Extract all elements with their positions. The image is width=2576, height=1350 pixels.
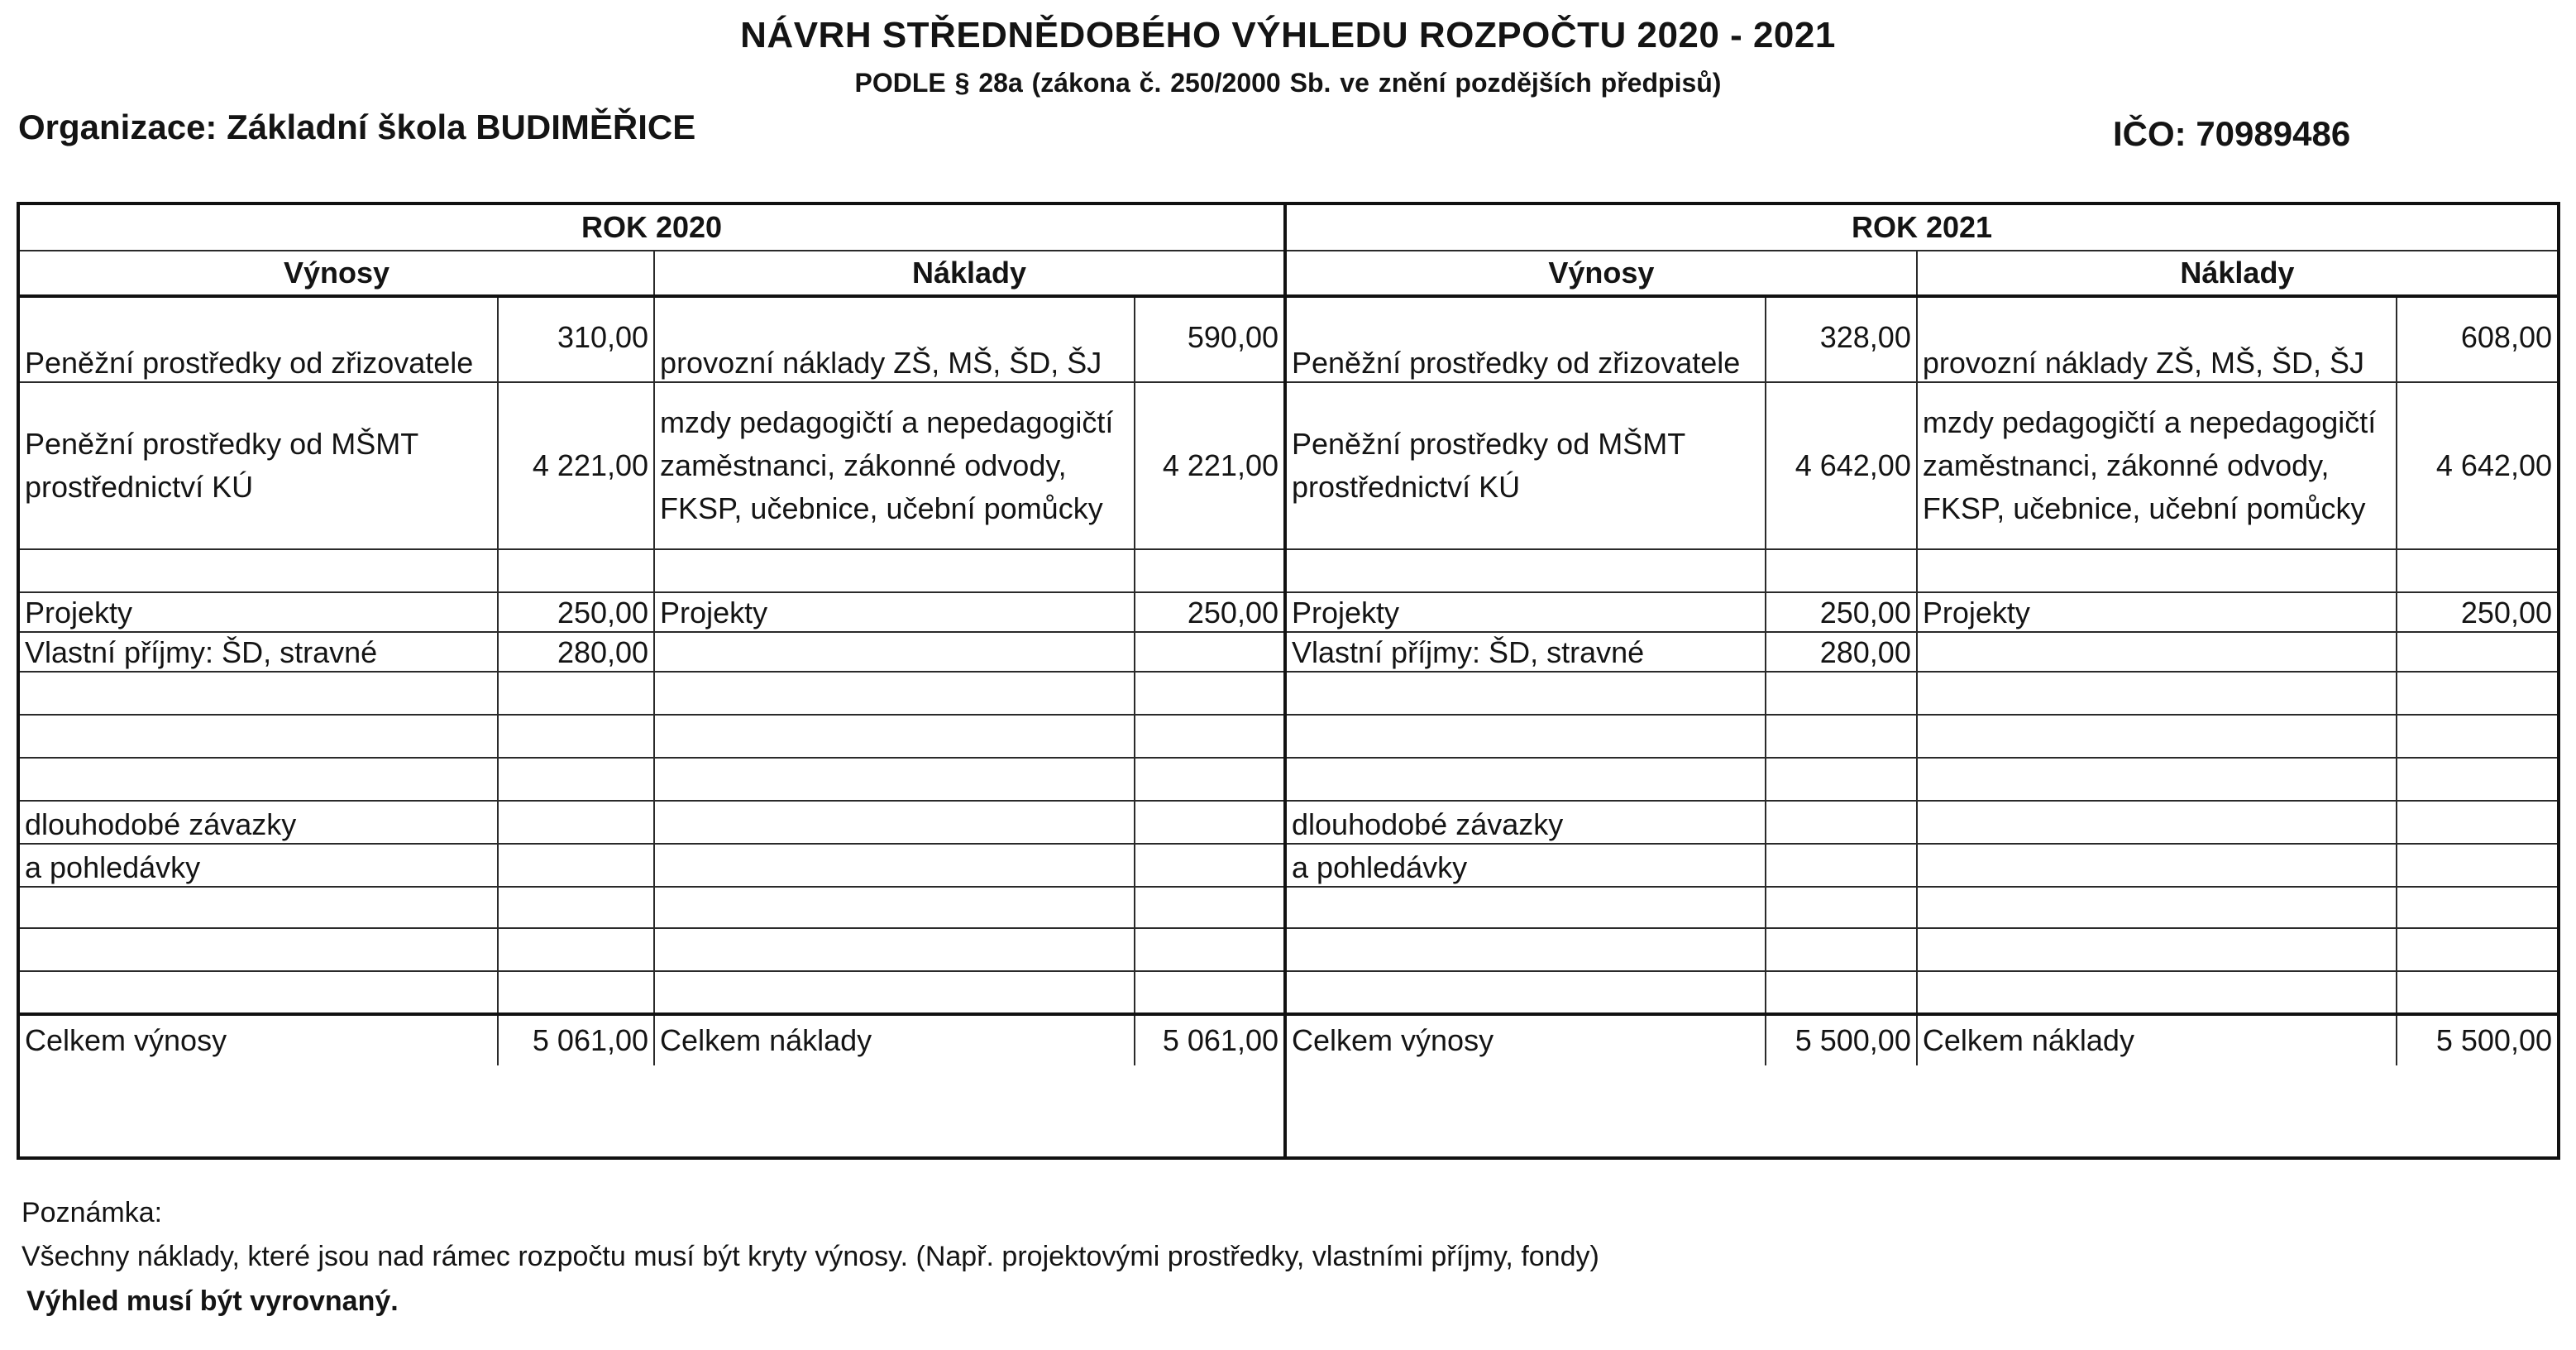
revenue-value	[1766, 971, 1917, 1014]
cost-header: Náklady	[1917, 251, 2557, 296]
cost-value	[1135, 549, 1283, 592]
table-row	[20, 672, 1283, 715]
cost-header: Náklady	[654, 251, 1283, 296]
cost-label: provozní náklady ZŠ, MŠ, ŠD, ŠJ	[1917, 296, 2397, 382]
table-row	[1287, 971, 2557, 1014]
document-title: NÁVRH STŘEDNĚDOBÉHO VÝHLEDU ROZPOČTU 2020 - 2021	[740, 15, 1836, 55]
revenue-label: Peněžní prostředky od zřizovatele	[1287, 296, 1766, 382]
cost-label	[1917, 632, 2397, 672]
revenue-value	[498, 715, 654, 758]
revenue-value: 250,00	[498, 592, 654, 632]
table-row	[1287, 715, 2557, 758]
cost-label	[654, 928, 1135, 971]
cost-value: 4 221,00	[1135, 382, 1283, 549]
revenue-label: dlouhodobé závazky	[20, 801, 498, 844]
revenue-value	[1766, 928, 1917, 971]
total-revenue-label: Celkem výnosy	[20, 1014, 498, 1065]
revenue-value	[1766, 549, 1917, 592]
revenue-label: a pohledávky	[20, 844, 498, 887]
revenue-label: dlouhodobé závazky	[1287, 801, 1766, 844]
revenue-value	[1766, 672, 1917, 715]
revenue-value	[1766, 844, 1917, 887]
cost-value	[1135, 928, 1283, 971]
cost-label	[1917, 672, 2397, 715]
cost-value	[1135, 844, 1283, 887]
cost-value	[2397, 549, 2557, 592]
cost-value	[2397, 801, 2557, 844]
cost-label	[1917, 844, 2397, 887]
table-row	[20, 758, 1283, 801]
cost-value: 250,00	[1135, 592, 1283, 632]
table-row	[1287, 887, 2557, 928]
revenue-label	[1287, 758, 1766, 801]
document-subtitle: PODLE § 28a (zákona č. 250/2000 Sb. ve znění pozdějších předpisů)	[854, 68, 1722, 98]
revenue-label	[20, 758, 498, 801]
revenue-label	[1287, 887, 1766, 928]
cost-label	[654, 758, 1135, 801]
table-row	[20, 296, 1283, 382]
cost-label	[654, 971, 1135, 1014]
cost-value	[1135, 801, 1283, 844]
year-header: ROK 2020	[20, 205, 1283, 251]
table-row	[20, 632, 1283, 672]
revenue-label	[20, 928, 498, 971]
revenue-label: Vlastní příjmy: ŠD, stravné	[1287, 632, 1766, 672]
revenue-value	[498, 887, 654, 928]
year-block-2021	[1287, 202, 2560, 1160]
table-row	[20, 928, 1283, 971]
cost-label	[654, 844, 1135, 887]
revenue-label	[20, 971, 498, 1014]
cost-value	[1135, 758, 1283, 801]
revenue-header: Výnosy	[1287, 251, 1917, 296]
cost-label: mzdy pedagogičtí a nepedagogičtí zaměstnanci, zákonné odvody, FKSP, učebnice, učební pomůcky	[654, 382, 1135, 549]
cost-value	[1135, 715, 1283, 758]
revenue-value	[1766, 758, 1917, 801]
table-row	[20, 844, 1283, 887]
table-row	[1287, 758, 2557, 801]
note-text: Všechny náklady, které jsou nad rámec rozpočtu musí být kryty výnosy. (Např. projektovými prostředky, vlastními příjmy, fondy)	[22, 1241, 1599, 1272]
total-revenue-value: 5 500,00	[1766, 1014, 1917, 1065]
cost-label	[654, 672, 1135, 715]
total-revenue-value: 5 061,00	[498, 1014, 654, 1065]
revenue-label	[1287, 715, 1766, 758]
cost-label	[1917, 801, 2397, 844]
table-row	[20, 887, 1283, 928]
revenue-label	[20, 549, 498, 592]
revenue-value	[1766, 801, 1917, 844]
cost-label	[1917, 971, 2397, 1014]
table-row	[1287, 801, 2557, 844]
table-row	[1287, 549, 2557, 592]
cost-label	[1917, 928, 2397, 971]
revenue-value	[498, 549, 654, 592]
organization-name: Organizace: Základní škola BUDIMĚŘICE	[18, 108, 696, 146]
cost-label	[1917, 887, 2397, 928]
cost-value: 590,00	[1135, 296, 1283, 382]
table-row	[20, 382, 1283, 549]
revenue-value: 328,00	[1766, 296, 1917, 382]
table-row	[1287, 296, 2557, 382]
revenue-value: 310,00	[498, 296, 654, 382]
cost-value	[2397, 715, 2557, 758]
cost-value	[1135, 672, 1283, 715]
revenue-label: Peněžní prostředky od MŠMT prostřednictví KÚ	[20, 382, 498, 549]
revenue-value: 4 642,00	[1766, 382, 1917, 549]
cost-value	[2397, 887, 2557, 928]
revenue-value: 250,00	[1766, 592, 1917, 632]
revenue-label	[1287, 672, 1766, 715]
revenue-value: 4 221,00	[498, 382, 654, 549]
revenue-label	[1287, 928, 1766, 971]
year-table	[20, 205, 1283, 1065]
revenue-header: Výnosy	[20, 251, 654, 296]
year-table	[1287, 205, 2557, 1065]
table-row	[20, 801, 1283, 844]
revenue-value	[498, 801, 654, 844]
cost-label	[1917, 715, 2397, 758]
cost-value	[2397, 971, 2557, 1014]
cost-value: 4 642,00	[2397, 382, 2557, 549]
cost-label	[1917, 758, 2397, 801]
revenue-value	[498, 971, 654, 1014]
cost-label: Projekty	[654, 592, 1135, 632]
cost-label: Projekty	[1917, 592, 2397, 632]
cost-value: 608,00	[2397, 296, 2557, 382]
revenue-label	[20, 887, 498, 928]
ico-number: IČO: 70989486	[2113, 114, 2351, 153]
revenue-value	[1766, 887, 1917, 928]
total-cost-value: 5 061,00	[1135, 1014, 1283, 1065]
table-row	[20, 715, 1283, 758]
table-row	[1287, 632, 2557, 672]
revenue-label: a pohledávky	[1287, 844, 1766, 887]
revenue-value: 280,00	[1766, 632, 1917, 672]
cost-value	[2397, 632, 2557, 672]
cost-value	[1135, 632, 1283, 672]
table-row	[20, 592, 1283, 632]
cost-value	[2397, 844, 2557, 887]
note-label: Poznámka:	[22, 1197, 163, 1228]
budget-table	[17, 202, 2560, 1160]
revenue-value	[498, 672, 654, 715]
table-row	[1287, 382, 2557, 549]
cost-label	[1917, 549, 2397, 592]
total-cost-label: Celkem náklady	[1917, 1014, 2397, 1065]
table-row	[1287, 672, 2557, 715]
cost-value: 250,00	[2397, 592, 2557, 632]
year-header: ROK 2021	[1287, 205, 2557, 251]
cost-label	[654, 715, 1135, 758]
cost-label: mzdy pedagogičtí a nepedagogičtí zaměstnanci, zákonné odvody, FKSP, učebnice, učební pomůcky	[1917, 382, 2397, 549]
table-row	[1287, 592, 2557, 632]
revenue-value	[498, 758, 654, 801]
cost-label: provozní náklady ZŠ, MŠ, ŠD, ŠJ	[654, 296, 1135, 382]
revenue-value	[498, 928, 654, 971]
revenue-value: 280,00	[498, 632, 654, 672]
cost-value	[2397, 758, 2557, 801]
cost-value	[1135, 887, 1283, 928]
revenue-value	[498, 844, 654, 887]
revenue-label: Projekty	[20, 592, 498, 632]
cost-label	[654, 632, 1135, 672]
revenue-label: Peněžní prostředky od zřizovatele	[20, 296, 498, 382]
revenue-value	[1766, 715, 1917, 758]
revenue-label: Peněžní prostředky od MŠMT prostřednictví KÚ	[1287, 382, 1766, 549]
revenue-label	[1287, 971, 1766, 1014]
cost-label	[654, 801, 1135, 844]
revenue-label	[20, 672, 498, 715]
total-row	[20, 1014, 1283, 1065]
total-revenue-label: Celkem výnosy	[1287, 1014, 1766, 1065]
cost-value	[2397, 928, 2557, 971]
revenue-label: Vlastní příjmy: ŠD, stravné	[20, 632, 498, 672]
table-row	[1287, 928, 2557, 971]
total-cost-label: Celkem náklady	[654, 1014, 1135, 1065]
revenue-label: Projekty	[1287, 592, 1766, 632]
revenue-label	[20, 715, 498, 758]
total-cost-value: 5 500,00	[2397, 1014, 2557, 1065]
year-block-2020	[17, 202, 1287, 1160]
table-row	[20, 549, 1283, 592]
cost-label	[654, 549, 1135, 592]
note-balanced: Výhled musí být vyrovnaný.	[26, 1285, 399, 1317]
table-row	[20, 971, 1283, 1014]
cost-value	[1135, 971, 1283, 1014]
total-row	[1287, 1014, 2557, 1065]
revenue-label	[1287, 549, 1766, 592]
table-row	[1287, 844, 2557, 887]
cost-label	[654, 887, 1135, 928]
cost-value	[2397, 672, 2557, 715]
